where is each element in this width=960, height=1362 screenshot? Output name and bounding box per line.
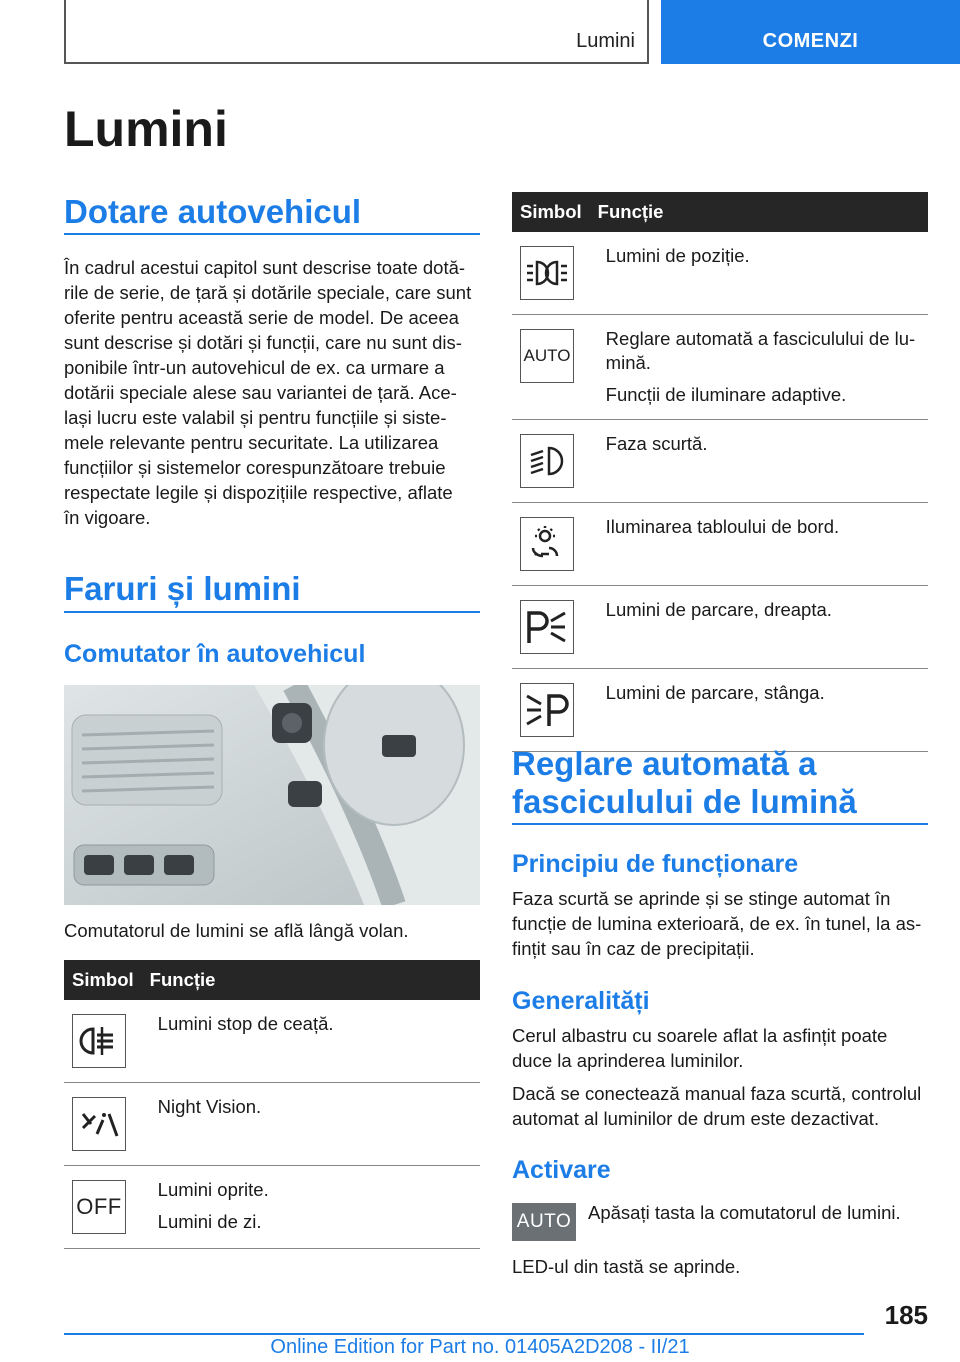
row-text: Faza scurtă. — [605, 433, 708, 454]
row-text: Lumini oprite. — [157, 1179, 269, 1200]
table-row — [512, 232, 928, 315]
dotare-rule — [64, 233, 480, 235]
dotare-paragraph — [64, 255, 484, 530]
off-icon — [72, 1180, 126, 1234]
auto-button-icon: AUTO — [512, 1203, 576, 1241]
row-text: Lumini stop de ceață. — [157, 1013, 334, 1034]
parking-light-left-icon — [520, 683, 574, 737]
paragraph-line: duce la aprinderea luminilor. — [512, 1050, 744, 1071]
paragraph-line: funcție de lumina exterioară, de ex. în tunel, la as- — [512, 913, 922, 934]
right-symbol-table — [512, 192, 928, 752]
fog-light-icon — [72, 1014, 126, 1068]
light-switch-photo — [64, 685, 480, 905]
led-text: LED-ul din tastă se aprinde. — [512, 1256, 741, 1277]
row-text: Lumini de parcare, stânga. — [605, 682, 825, 703]
header-chapter-tab[interactable] — [661, 0, 960, 64]
left-symbol-table — [64, 960, 480, 1249]
principiu-paragraph — [512, 886, 932, 961]
header-section-tab — [64, 0, 649, 64]
table-row — [512, 420, 928, 503]
reglare-rule — [512, 823, 928, 825]
table-row — [512, 503, 928, 586]
reglare-heading — [512, 745, 857, 821]
header-section-label: Lumini — [576, 30, 635, 52]
left-table-header-function: Funcție — [142, 960, 480, 1000]
dashboard-lighting-icon — [520, 517, 574, 571]
table-row — [512, 586, 928, 669]
reglare-heading-line1: Reglare automată a — [512, 745, 817, 782]
row-text: Funcții de iluminare adaptive. — [605, 384, 847, 405]
paragraph-line: oferite pentru această serie de model. De aceea — [64, 307, 459, 328]
row-text: Lumini de parcare, dreapta. — [605, 599, 832, 620]
paragraph-line: lași lucru este valabil și pentru funcțiile și siste- — [64, 407, 447, 428]
paragraph-line: funcțiilor și sistemelor corespunzătoare trebuie — [64, 457, 446, 478]
dotare-heading: Dotare autovehicul — [64, 193, 362, 230]
table-row — [512, 315, 928, 420]
paragraph-line: Cerul albastru cu soarele aflat la asfințit poate — [512, 1025, 888, 1046]
generalitati-paragraph-1 — [512, 1023, 932, 1073]
right-table-header-symbol: Simbol — [512, 192, 590, 232]
table-row — [64, 1083, 480, 1166]
principiu-heading: Principiu de funcționare — [512, 850, 799, 878]
table-row — [64, 1000, 480, 1083]
activare-heading: Activare — [512, 1156, 611, 1184]
page-title: Lumini — [64, 101, 228, 157]
row-text: Lumini de poziție. — [605, 245, 750, 266]
paragraph-line: ponibile într-un autovehicul de ex. ca urmare a — [64, 357, 445, 378]
faruri-rule — [64, 611, 480, 613]
paragraph-line: dotării speciale alese sau variantei de țară. Ace- — [64, 382, 457, 403]
generalitati-paragraph-2 — [512, 1081, 932, 1131]
auto-icon — [520, 329, 574, 383]
paragraph-line: Faza scurtă se aprinde și se stinge automat în — [512, 888, 891, 909]
auto-icon-label: AUTO — [523, 346, 571, 365]
paragraph-line: fințit sau în caz de precipitații. — [512, 938, 755, 959]
comutator-subheading: Comutator în autovehicul — [64, 640, 366, 668]
low-beam-icon — [520, 434, 574, 488]
page-number: 185 — [884, 1300, 928, 1330]
row-text: Lumini de zi. — [157, 1211, 262, 1232]
photo-caption: Comutatorul de lumini se află lângă volan. — [64, 920, 409, 941]
paragraph-line: respectate legile și dispozițiile respective, aflate — [64, 482, 453, 503]
header-chapter-label: COMENZI — [762, 30, 859, 52]
activare-text: Apăsați tasta la comutatorul de lumini. — [588, 1202, 901, 1223]
position-lights-icon — [520, 246, 574, 300]
generalitati-heading: Generalități — [512, 987, 650, 1015]
paragraph-line: automat al luminilor de drum este dezactivat. — [512, 1108, 880, 1129]
table-row — [512, 669, 928, 752]
footer-rule — [64, 1333, 864, 1335]
parking-light-right-icon — [520, 600, 574, 654]
night-vision-icon — [72, 1097, 126, 1151]
reglare-heading-line2: fasciculului de lumină — [512, 783, 857, 820]
footer-text: Online Edition for Part no. 01405A2D208 - II/21 — [270, 1336, 690, 1358]
paragraph-line: sunt descrise și dotări și funcții, care nu sunt dis- — [64, 332, 462, 353]
faruri-heading: Faruri și lumini — [64, 570, 301, 607]
paragraph-line: în vigoare. — [64, 507, 151, 528]
paragraph-line: În cadrul acestui capitol sunt descrise toate dotă- — [64, 257, 466, 278]
table-row — [64, 1166, 480, 1249]
paragraph-line: mele relevante pentru securitate. La utilizarea — [64, 432, 439, 453]
off-icon-label: OFF — [76, 1194, 122, 1219]
paragraph-line: Dacă se conectează manual faza scurtă, controlul — [512, 1083, 922, 1104]
row-text: Iluminarea tabloului de bord. — [605, 516, 840, 537]
row-text: Night Vision. — [157, 1096, 262, 1117]
paragraph-line: rile de serie, de țară și dotările speciale, care sunt — [64, 282, 472, 303]
right-table-header-function: Funcție — [590, 192, 928, 232]
left-table-header-symbol: Simbol — [64, 960, 142, 1000]
row-text: Reglare automată a fasciculului de lu- mină. — [605, 328, 916, 373]
